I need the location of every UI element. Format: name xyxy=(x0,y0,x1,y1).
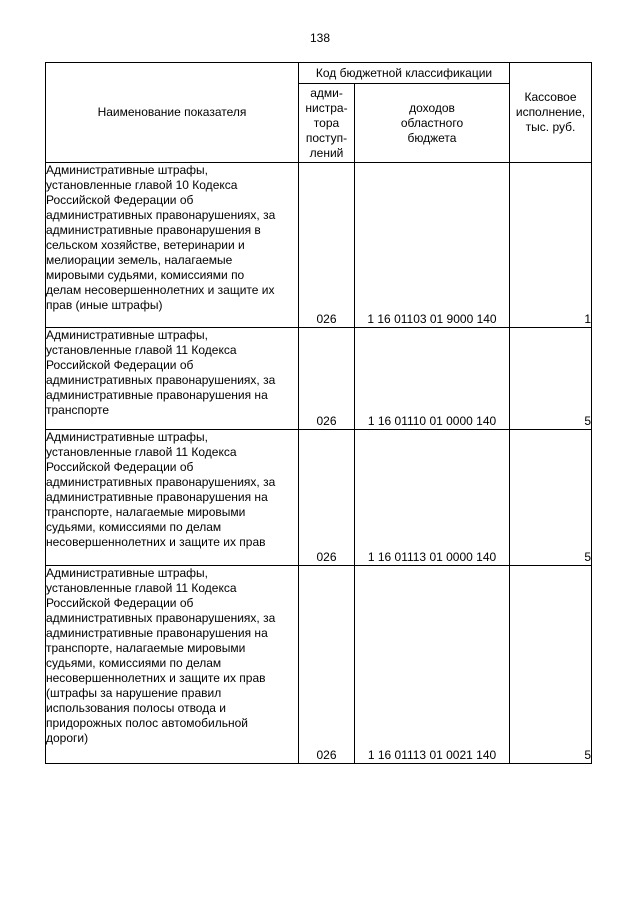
row-amount: 5 xyxy=(510,566,592,764)
header-budget-code: Код бюджетной классификации xyxy=(299,63,510,84)
row-budget-code: 1 16 01113 01 0000 140 xyxy=(355,430,510,566)
row-name: Административные штрафы, установленные главой 11 Кодекса Российской Федерации об административных правонарушениях, за административные правонарушения на транспорте, налагаемые мировыми судьями, комиссиями по делам несовершеннолетних и защите их прав xyxy=(46,430,299,566)
row-admin-code: 026 xyxy=(299,328,355,430)
revenue-table xyxy=(45,62,592,764)
header-indicator-name: Наименование показателя xyxy=(46,63,299,163)
row-admin-code: 026 xyxy=(299,566,355,764)
table-row xyxy=(46,430,592,566)
table-row xyxy=(46,566,592,764)
row-amount: 5 xyxy=(510,430,592,566)
table-row xyxy=(46,328,592,430)
row-budget-code: 1 16 01113 01 0021 140 xyxy=(355,566,510,764)
header-cash-execution: Кассовое исполнение, тыс. руб. xyxy=(510,63,592,163)
row-amount: 5 xyxy=(510,328,592,430)
row-amount: 1 xyxy=(510,163,592,328)
row-admin-code: 026 xyxy=(299,163,355,328)
row-budget-code: 1 16 01103 01 9000 140 xyxy=(355,163,510,328)
header-administrator: адми- нистра- тора поступ- лений xyxy=(299,84,355,163)
row-name: Административные штрафы, установленные главой 11 Кодекса Российской Федерации об административных правонарушениях, за административные правонарушения на транспорте xyxy=(46,328,299,430)
header-income-code: доходов областного бюджета xyxy=(355,84,510,163)
page-number: 138 xyxy=(309,31,331,45)
row-budget-code: 1 16 01110 01 0000 140 xyxy=(355,328,510,430)
table-row xyxy=(46,163,592,328)
row-admin-code: 026 xyxy=(299,430,355,566)
row-name: Административные штрафы, установленные главой 11 Кодекса Российской Федерации об административных правонарушениях, за административные правонарушения на транспорте, налагаемые мировыми судьями, комиссиями по делам несовершеннолетних и защите их прав (штрафы за нарушение правил использования полосы отвода и придорожных полос автомобильной дороги) xyxy=(46,566,299,764)
row-name: Административные штрафы, установленные главой 10 Кодекса Российской Федерации об административных правонарушениях, за административные правонарушения в сельском хозяйстве, ветеринарии и мелиорации земель, налагаемые мировыми судьями, комиссиями по делам несовершеннолетних и защите их прав (иные штрафы) xyxy=(46,163,299,328)
